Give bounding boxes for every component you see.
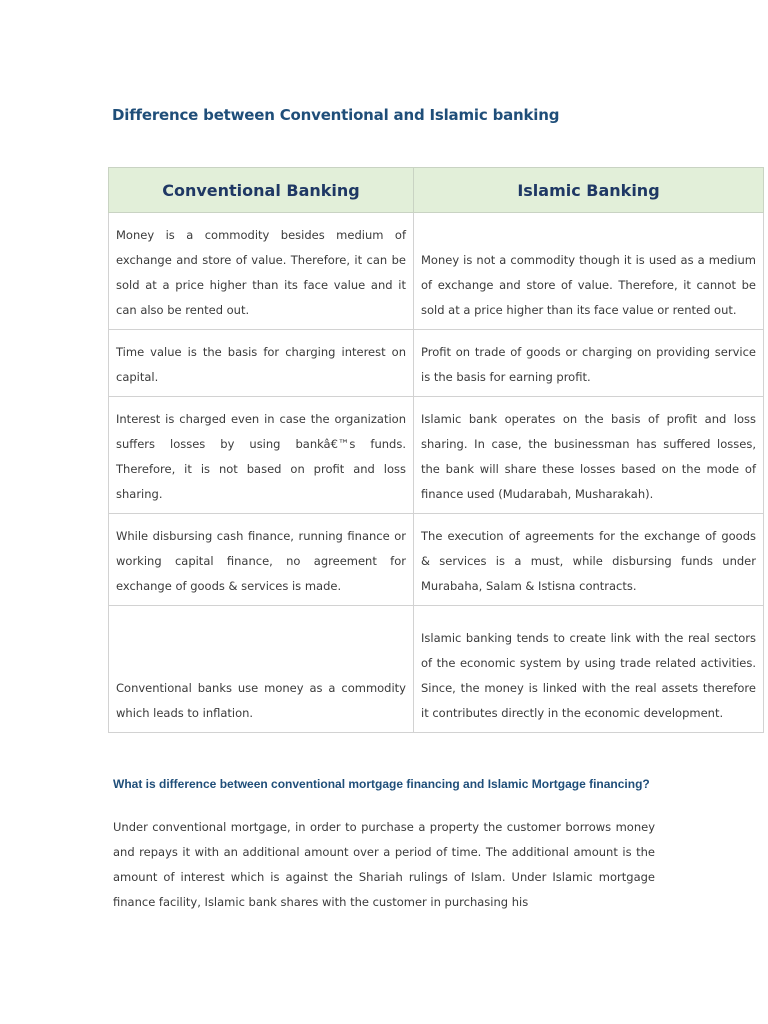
table-row (109, 514, 764, 606)
section-paragraph: Under conventional mortgage, in order to purchase a property the customer borrows money and repays it with an additional amount over a period of time. The additional amount is the amount of interest which is against the Shariah rulings of Islam. Under Islamic mortgage finance facility, Islamic bank shares with the customer in purchasing his (113, 820, 655, 909)
section-heading: What is difference between conventional mortgage financing and Islamic Mortgage financing? (113, 777, 650, 791)
table-row (109, 606, 764, 733)
header-conventional-banking: Conventional Banking (109, 168, 414, 213)
comparison-table (108, 167, 764, 733)
document-title: Difference between Conventional and Islamic banking (112, 106, 560, 124)
table-header-row (109, 168, 764, 213)
header-islamic-banking: Islamic Banking (414, 168, 764, 213)
cell-islamic: The execution of agreements for the exchange of goods & services is a must, while disbursing funds under Murabaha, Salam & Istisna contracts. (414, 514, 764, 606)
table-row (109, 330, 764, 397)
cell-islamic: Islamic bank operates on the basis of profit and loss sharing. In case, the businessman has suffered losses, the bank will share these losses based on the mode of finance used (Mudarabah, Musharakah). (414, 397, 764, 514)
cell-conventional: Conventional banks use money as a commodity which leads to inflation. (109, 606, 414, 733)
table-row (109, 213, 764, 330)
cell-islamic: Profit on trade of goods or charging on providing service is the basis for earning profit. (414, 330, 764, 397)
cell-conventional: Interest is charged even in case the organization suffers losses by using bankâ€™s funds. Therefore, it is not based on profit and loss sharing. (109, 397, 414, 514)
cell-islamic: Money is not a commodity though it is used as a medium of exchange and store of value. Therefore, it cannot be sold at a price higher than its face value or rented out. (414, 213, 764, 330)
table-row (109, 397, 764, 514)
cell-islamic: Islamic banking tends to create link with the real sectors of the economic system by using trade related activities. Since, the money is linked with the real assets therefore it contributes directly in the economic development. (414, 606, 764, 733)
cell-conventional: Time value is the basis for charging interest on capital. (109, 330, 414, 397)
cell-conventional: Money is a commodity besides medium of exchange and store of value. Therefore, it can be sold at a price higher than its face value and it can also be rented out. (109, 213, 414, 330)
cell-conventional: While disbursing cash finance, running finance or working capital finance, no agreement for exchange of goods & services is made. (109, 514, 414, 606)
